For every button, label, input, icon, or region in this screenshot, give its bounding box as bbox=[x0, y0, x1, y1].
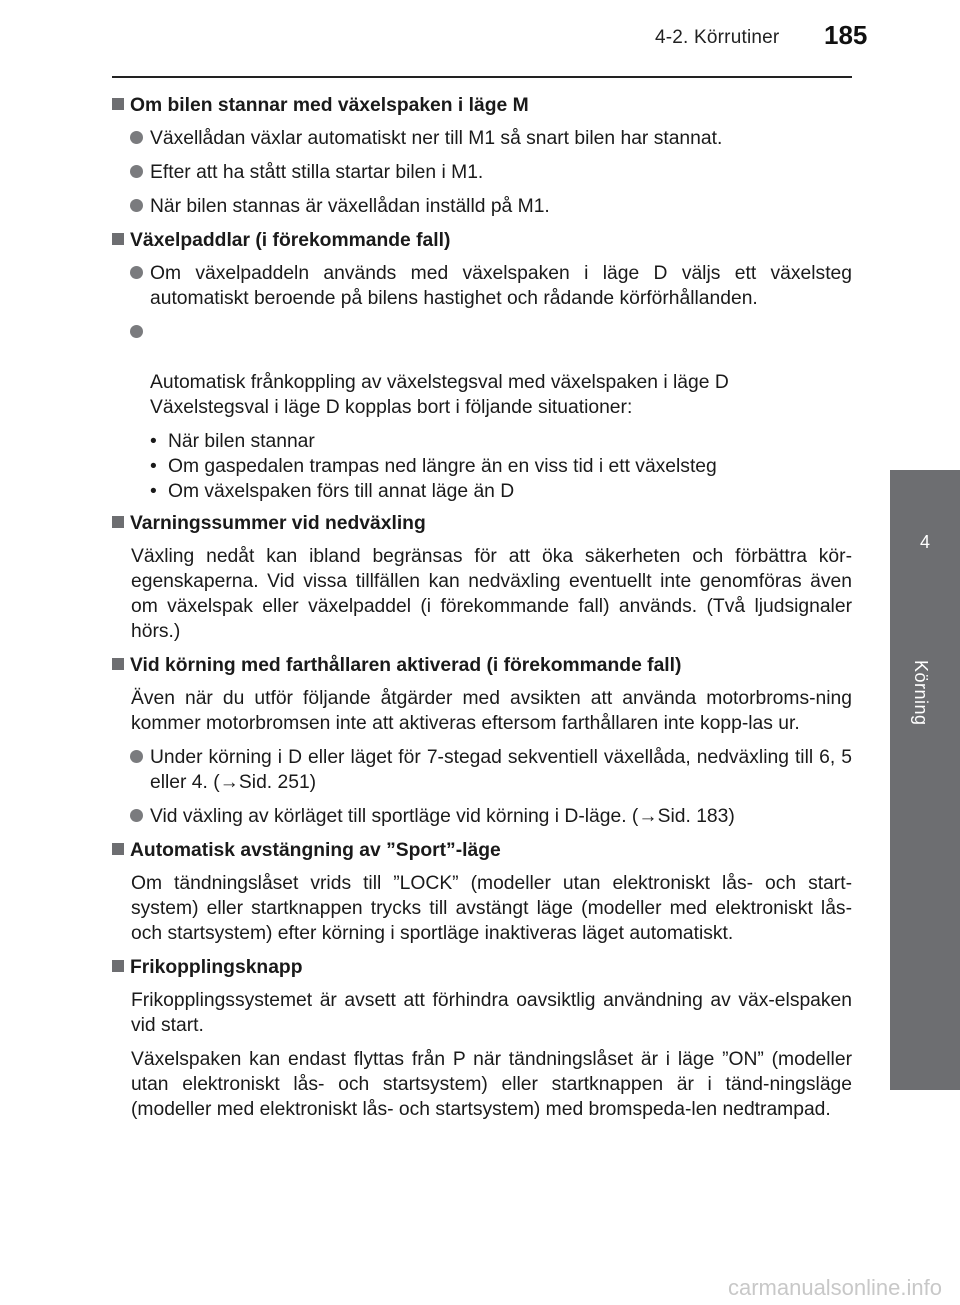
square-bullet-icon bbox=[112, 658, 124, 670]
section-heading-text: Växelpaddlar (i förekommande fall) bbox=[130, 230, 451, 251]
section-shift-paddles bbox=[112, 228, 852, 504]
section-heading bbox=[112, 228, 852, 253]
list-item-text: Automatisk frånkoppling av växelstegsval med växelspaken i läge D Växelstegsval i läge D kopplas bort i följande situationer: bbox=[150, 372, 729, 418]
round-bullet-icon bbox=[130, 199, 143, 212]
paragraph: Även när du utför följande åtgärder med avsikten att använda motorbroms-ning kommer motorbromsen inte att aktiveras eftersom farthållaren inte kopp-las ur. bbox=[131, 688, 852, 734]
section-heading bbox=[112, 653, 852, 678]
section-stop-in-m bbox=[112, 93, 852, 219]
section-heading-text: Automatisk avstängning av ”Sport”-läge bbox=[130, 840, 501, 861]
section-shift-lock-release bbox=[112, 955, 852, 1122]
sub-list-item bbox=[150, 479, 852, 504]
sub-list-item bbox=[150, 429, 852, 454]
list-item-text: Vid växling av körläget till sportläge vid körning i D-läge. (→Sid. 183) bbox=[150, 806, 735, 827]
section-heading bbox=[112, 93, 852, 118]
section-sport-mode-off bbox=[112, 838, 852, 946]
list-item-text: När bilen stannas är växellådan inställd på M1. bbox=[150, 196, 550, 217]
round-bullet-icon bbox=[130, 131, 143, 144]
list-item-text: Efter att ha stått stilla startar bilen i M1. bbox=[150, 162, 484, 183]
section-heading bbox=[112, 955, 852, 980]
square-bullet-icon bbox=[112, 843, 124, 855]
section-heading-text: Frikopplingsknapp bbox=[130, 957, 303, 978]
section-heading-text: Om bilen stannar med växelspaken i läge M bbox=[130, 95, 529, 116]
header-divider bbox=[112, 76, 852, 78]
square-bullet-icon bbox=[112, 233, 124, 245]
sub-list-item-text: När bilen stannar bbox=[168, 431, 315, 452]
page-number: 185 bbox=[824, 20, 868, 50]
section-heading-text: Vid körning med farthållaren aktiverad (i förekommande fall) bbox=[130, 655, 682, 676]
round-bullet-icon bbox=[130, 165, 143, 178]
list-item-text: Växellådan växlar automatiskt ner till M1 så snart bilen har stannat. bbox=[150, 128, 723, 149]
round-bullet-icon bbox=[130, 325, 143, 338]
round-bullet-icon bbox=[130, 809, 143, 822]
section-heading bbox=[112, 511, 852, 536]
small-bullet-icon: • bbox=[150, 481, 157, 502]
paragraph: Växling nedåt kan ibland begränsas för att öka säkerheten och förbättra kör-egenskaperna. Vid vissa tillfällen kan nedväxling eventuellt inte genomföras även om växelspak eller växelpaddel (i förekommande fall) används. (Två ljudsignaler hörs.) bbox=[131, 546, 852, 642]
list-item bbox=[112, 160, 852, 185]
list-item bbox=[112, 194, 852, 219]
sub-list-item bbox=[150, 454, 852, 479]
sub-list-item-text: Om gaspedalen trampas ned längre än en viss tid i ett växelsteg bbox=[168, 456, 717, 477]
list-item bbox=[112, 804, 852, 829]
watermark: carmanualsonline.info bbox=[727, 1275, 942, 1300]
section-heading-text: Varningssummer vid nedväxling bbox=[130, 513, 426, 534]
section-heading bbox=[112, 838, 852, 863]
list-item-text: Under körning i D eller läget för 7-stegad sekventiell växellåda, nedväxling till 6, 5 eller 4. (→Sid. 251) bbox=[150, 747, 852, 793]
paragraph: Om tändningslåset vrids till ”LOCK” (modeller utan elektroniskt lås- och start-system) eller startknappen trycks till avstängt läge (modeller med elektroniskt lås- och startsystem) efter körning i sportläge inaktiveras läget automatiskt. bbox=[131, 873, 852, 944]
square-bullet-icon bbox=[112, 98, 124, 110]
sub-list bbox=[112, 429, 852, 504]
square-bullet-icon bbox=[112, 516, 124, 528]
square-bullet-icon bbox=[112, 960, 124, 972]
list-item bbox=[112, 126, 852, 151]
page-content bbox=[112, 93, 852, 1131]
small-bullet-icon: • bbox=[150, 456, 157, 477]
list-item bbox=[112, 320, 852, 420]
chapter-number: 4 bbox=[919, 532, 930, 552]
sub-list-item-text: Om växelspaken förs till annat läge än D bbox=[168, 481, 515, 502]
chapter-section-title: 4-2. Körrutiner bbox=[655, 27, 780, 48]
round-bullet-icon bbox=[130, 266, 143, 279]
paragraph: Frikopplingssystemet är avsett att förhindra oavsiktlig användning av väx-elspaken vid start. bbox=[131, 990, 852, 1036]
chapter-side-tab[interactable] bbox=[890, 470, 960, 1090]
list-item bbox=[112, 745, 852, 795]
list-item-text: Om växelpaddeln används med växelspaken i läge D väljs ett växelsteg automatiskt beroende på bilens hastighet och rådande körförhållanden. bbox=[150, 263, 852, 309]
section-downshift-buzzer bbox=[112, 511, 852, 644]
small-bullet-icon: • bbox=[150, 431, 157, 452]
paragraph: Växelspaken kan endast flyttas från P när tändningslåset är i läge ”ON” (modeller utan elektroniskt lås- och startsystem) eller startknappen är i tänd-ningsläge (modeller med elektroniskt lås- och startsystem) med bromspeda-len nedtrampad. bbox=[131, 1049, 852, 1120]
list-item bbox=[112, 261, 852, 311]
round-bullet-icon bbox=[130, 750, 143, 763]
chapter-title: Körning bbox=[911, 660, 931, 726]
section-cruise-control bbox=[112, 653, 852, 829]
